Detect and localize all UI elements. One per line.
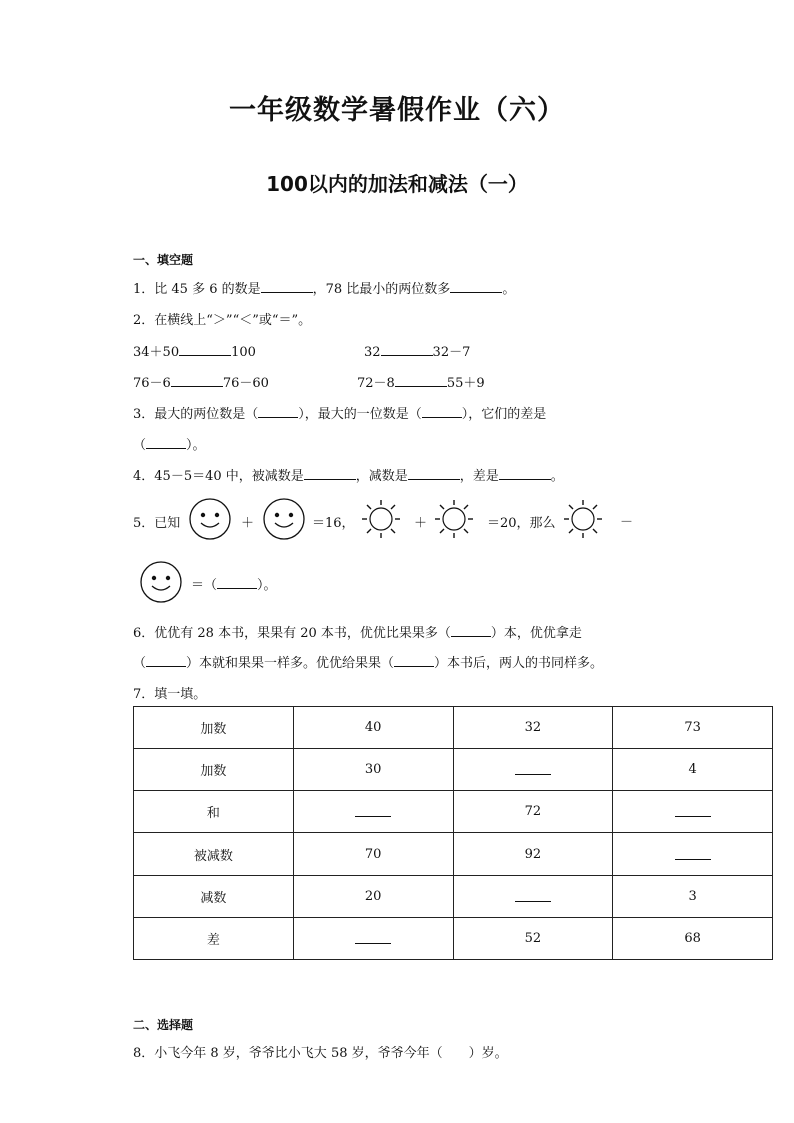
answer-blank[interactable]	[422, 417, 462, 418]
question-2: 2．在横线上“＞”“＜”或“＝”。	[133, 313, 312, 328]
table-cell: 73	[613, 707, 773, 749]
q3-text-b: ），最大的一位数是（	[298, 407, 422, 422]
table-row	[134, 749, 773, 791]
table-cell: 30	[293, 749, 453, 791]
section-heading-multiple-choice: 二、选择题	[133, 1018, 194, 1032]
q5-paren-close: ）。	[257, 578, 277, 593]
table-cell[interactable]	[293, 791, 453, 833]
sun-icon	[562, 498, 604, 540]
q3-text-c: ），它们的差是	[461, 407, 547, 422]
question-8: 8．小飞今年 8 岁，爷爷比小飞大 58 岁，爷爷今年（ ）岁。	[133, 1046, 508, 1061]
table-cell[interactable]	[453, 875, 613, 917]
answer-blank[interactable]	[304, 479, 356, 480]
answer-blank[interactable]	[179, 355, 231, 356]
table-cell: 32	[453, 707, 613, 749]
answer-blank[interactable]	[171, 386, 223, 387]
smiley-icon	[262, 497, 306, 541]
answer-blank[interactable]	[675, 806, 711, 817]
answer-blank[interactable]	[146, 448, 186, 449]
table-cell: 70	[293, 833, 453, 875]
table-cell[interactable]	[293, 917, 453, 959]
smiley-icon	[139, 560, 183, 604]
q2-expr: 32	[364, 345, 381, 360]
answer-blank[interactable]	[675, 849, 711, 860]
table-cell[interactable]	[613, 833, 773, 875]
q3-paren-close: ）。	[186, 438, 206, 453]
table-cell: 52	[453, 917, 613, 959]
question-3	[133, 403, 546, 422]
table-cell: 72	[453, 791, 613, 833]
q5-paren-open: ＝（	[191, 578, 218, 593]
question-6-cont	[133, 652, 603, 671]
row-label-cell: 和	[134, 791, 294, 833]
q3-paren-open: （	[133, 438, 147, 453]
q6-text-a: 6．优优有 28 本书，果果有 20 本书，优优比果果多（	[133, 626, 451, 641]
minus-sign: －	[620, 515, 634, 530]
plus-sign: ＋	[414, 516, 428, 531]
table-cell: 4	[613, 749, 773, 791]
q1-text-b: ，78 比最小的两位数多	[312, 282, 451, 297]
q2-expr: 100	[231, 345, 256, 360]
page-subtitle: 100以内的加法和减法（一）	[266, 172, 528, 196]
row-label-cell: 差	[134, 917, 294, 959]
answer-blank[interactable]	[394, 666, 434, 667]
row-label-cell: 加数	[134, 749, 294, 791]
sun-icon	[360, 498, 402, 540]
row-label-cell: 被减数	[134, 833, 294, 875]
answer-blank[interactable]	[499, 479, 551, 480]
answer-blank[interactable]	[450, 292, 502, 293]
row-label-cell: 加数	[134, 707, 294, 749]
q2-expr: 55＋9	[446, 376, 485, 391]
answer-blank[interactable]	[217, 588, 257, 589]
answer-blank[interactable]	[381, 355, 433, 356]
table-row	[134, 917, 773, 959]
answer-blank[interactable]	[146, 666, 186, 667]
smiley-icon	[188, 497, 232, 541]
table-row	[134, 875, 773, 917]
sun-icon	[433, 498, 475, 540]
q2-expr: 32－7	[432, 345, 471, 360]
q1-text-c: 。	[502, 282, 516, 297]
q4-text-b: ，减数是	[355, 469, 408, 484]
q5-prefix: 5．已知	[133, 516, 181, 531]
page-title: 一年级数学暑假作业（六）	[229, 95, 565, 126]
answer-blank[interactable]	[395, 386, 447, 387]
equals-20: ＝20，那么	[487, 516, 556, 531]
q6-text-d: ）本就和果果一样多。优优给果果（	[186, 656, 395, 671]
question-7: 7．填一填。	[133, 687, 207, 702]
table-row	[134, 833, 773, 875]
table-cell[interactable]	[613, 791, 773, 833]
section-heading-fill-in: 一、填空题	[133, 253, 194, 267]
q2-item-4	[357, 372, 485, 391]
answer-blank[interactable]	[258, 417, 298, 418]
q2-expr: 34＋50	[133, 345, 180, 360]
q6-text-e: ）本书后，两人的书同样多。	[434, 656, 604, 671]
q2-expr: 72－8	[357, 376, 395, 391]
q2-item-1	[133, 341, 256, 360]
table-cell: 3	[613, 875, 773, 917]
answer-blank[interactable]	[515, 764, 551, 775]
answer-blank[interactable]	[261, 292, 313, 293]
answer-blank[interactable]	[515, 891, 551, 902]
q6-text-b: ）本，优优拿走	[490, 626, 582, 641]
table-cell: 20	[293, 875, 453, 917]
answer-blank[interactable]	[451, 636, 491, 637]
question-6	[133, 622, 582, 641]
q3-text-a: 3．最大的两位数是（	[133, 407, 259, 422]
table-cell[interactable]	[453, 749, 613, 791]
answer-blank[interactable]	[355, 933, 391, 944]
question-4	[133, 465, 564, 484]
q4-text-c: ，差是	[459, 469, 499, 484]
plus-sign: ＋	[241, 516, 255, 531]
table-row	[134, 707, 773, 749]
equals-16: ＝16，	[312, 516, 355, 531]
fill-in-table	[133, 706, 773, 960]
answer-blank[interactable]	[408, 479, 460, 480]
q1-text-a: 1．比 45 多 6 的数是	[133, 282, 261, 297]
q6-text-c: （	[133, 656, 147, 671]
q4-text-a: 4．45－5＝40 中，被减数是	[133, 469, 304, 484]
row-label-cell: 减数	[134, 875, 294, 917]
q2-expr: 76－60	[222, 376, 269, 391]
question-3-cont	[133, 434, 206, 453]
q4-text-d: 。	[550, 469, 564, 484]
answer-blank[interactable]	[355, 806, 391, 817]
q2-expr: 76－6	[133, 376, 171, 391]
table-cell: 92	[453, 833, 613, 875]
q2-item-2	[364, 341, 470, 360]
table-cell: 68	[613, 917, 773, 959]
table-cell: 40	[293, 707, 453, 749]
q5-result	[191, 574, 277, 593]
question-1	[133, 278, 515, 297]
table-row	[134, 791, 773, 833]
q2-item-3	[133, 372, 269, 391]
